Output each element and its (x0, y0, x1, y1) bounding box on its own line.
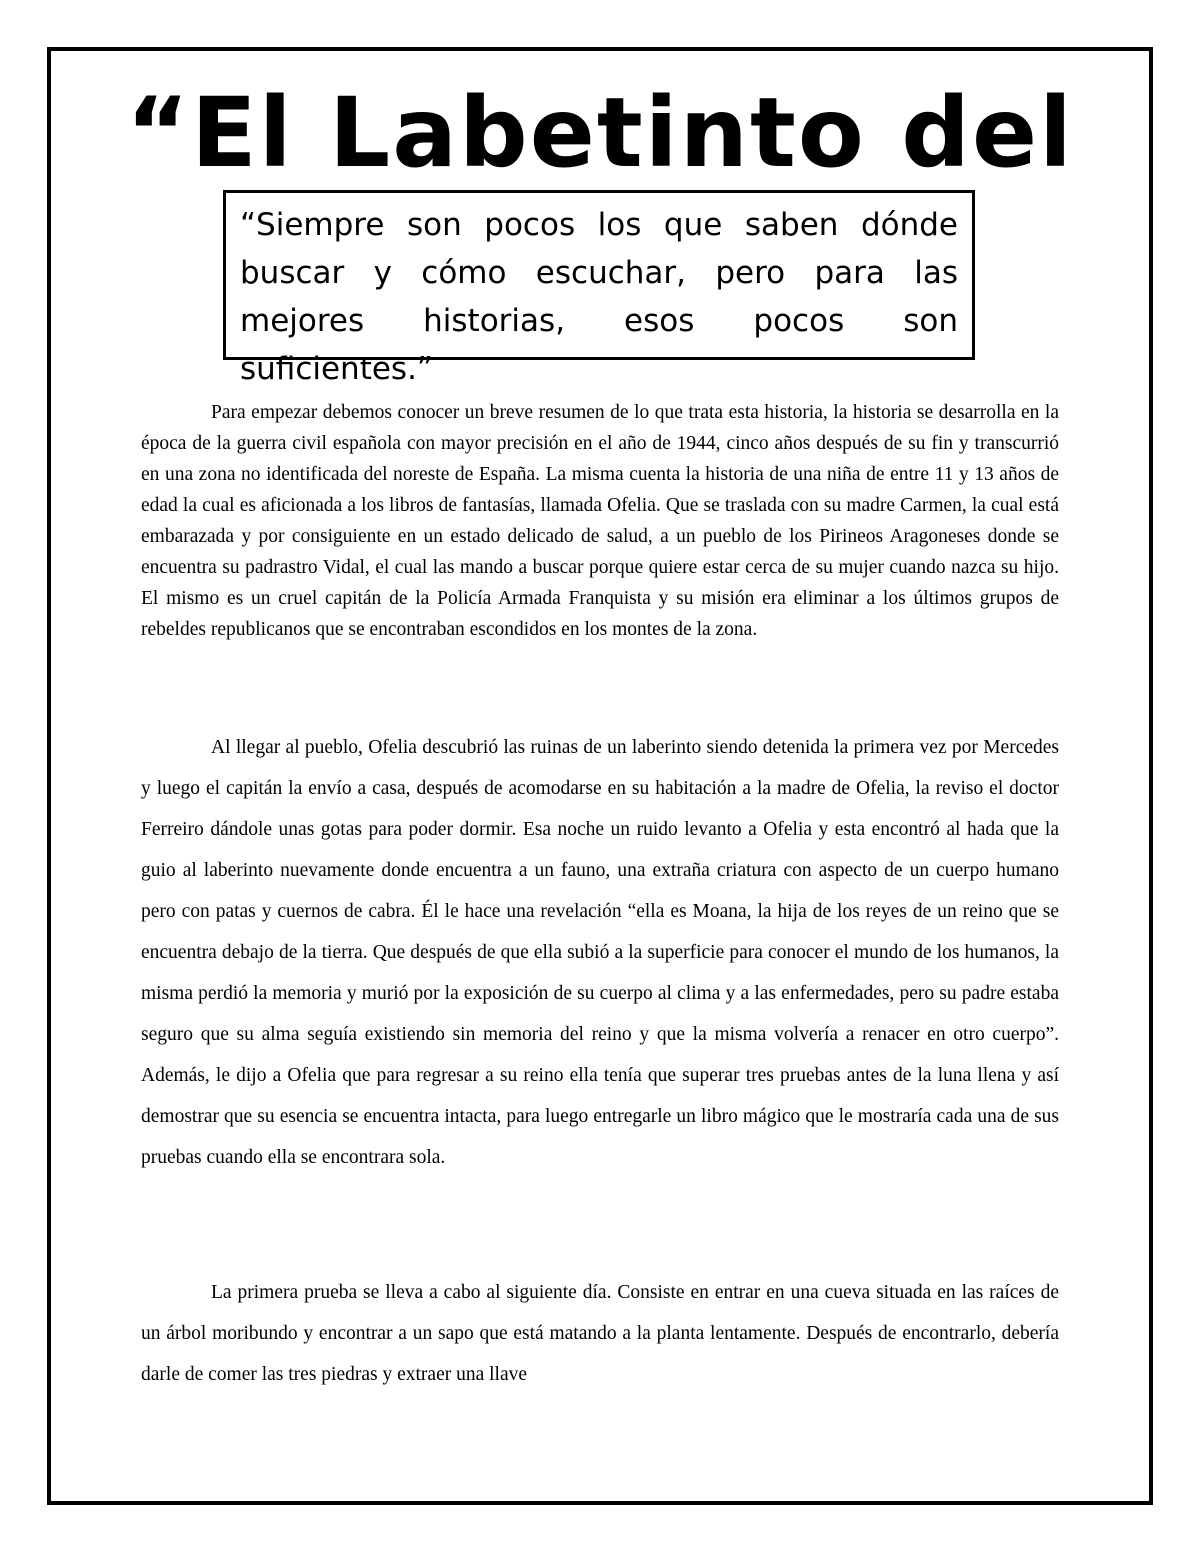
document-title: “El Labetinto del (126, 77, 1074, 189)
paragraph-3-text: La primera prueba se lleva a cabo al siguiente día. Consiste en entrar en una cueva situada en las raíces de un árbol moribundo y encontrar a un sapo que está matando a la planta lentamente. Después de encontrarlo, debería darle de comer las tres piedras y extraer una llave (141, 1282, 1059, 1385)
paragraph-2-text: Al llegar al pueblo, Ofelia descubrió las ruinas de un laberinto siendo detenida la primera vez por Mercedes y luego el capitán la envío a casa, después de acomodarse en su habitación a la madre de Ofelia, la reviso el doctor Ferreiro dándole unas gotas para poder dormir. Esa noche un ruido levanto a Ofelia y esta encontró al hada que la guio al laberinto nuevamente donde encuentra a un fauno, una extraña criatura con aspecto de un cuerpo humano pero con patas y cuernos de cabra. Él le hace una revelación “ella es Moana, la hija de los reyes de un reino que se encuentra debajo de la tierra. Que después de que ella subió a la superficie para conocer el mundo de los humanos, la misma perdió la memoria y murió por la exposición de su cuerpo al clima y a las enfermedades, pero su padre estaba seguro que su alma seguía existiendo sin memoria del reino y que la misma volvería a renacer en otro cuerpo”. Además, le dijo a Ofelia que para regresar a su reino ella tenía que superar tres pruebas antes de la luna llena y así demostrar que su esencia se encuentra intacta, para luego entregarle un libro mágico que le mostraría cada una de sus pruebas cuando ella se encontrara sola. (141, 737, 1059, 1168)
epigraph-quote-box (223, 190, 975, 387)
epigraph-quote: “Siempre son pocos los que saben dónde buscar y cómo escuchar, pero para las mejores historias, esos pocos son suficientes.” (240, 207, 958, 387)
paragraph-2 (141, 727, 1059, 1178)
paragraph-1-text: Para empezar debemos conocer un breve resumen de lo que trata esta historia, la historia se desarrolla en la época de la guerra civil española con mayor precisión en el año de 1944, cinco años después de su fin y transcurrió en una zona no identificada del noreste de España. La misma cuenta la historia de una niña de entre 11 y 13 años de edad la cual es aficionada a los libros de fantasías, llamada Ofelia. Que se traslada con su madre Carmen, la cual está embarazada y por consiguiente en un estado delicado de salud, a un pueblo de los Pirineos Aragoneses donde se encuentra su padrastro Vidal, el cual las mando a buscar porque quiere estar cerca de su mujer cuando nazca su hijo. El mismo es un cruel capitán de la Policía Armada Franquista y su misión era eliminar a los últimos grupos de rebeldes republicanos que se encontraban escondidos en los montes de la zona. (141, 402, 1059, 640)
paragraph-3 (141, 1272, 1059, 1395)
paragraph-1 (141, 397, 1059, 645)
